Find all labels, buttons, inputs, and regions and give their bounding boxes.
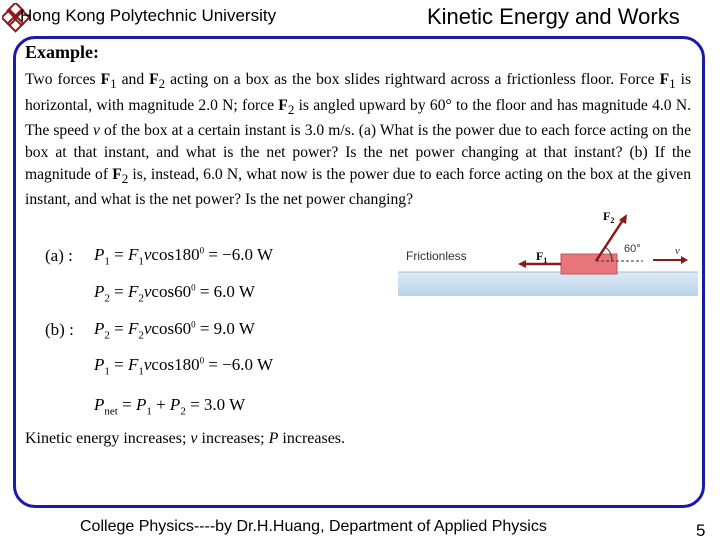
velocity-label: v (675, 245, 680, 257)
university-name: Hong Kong Polytechnic University (20, 6, 277, 25)
part-a-label: (a) : (45, 246, 73, 265)
example-heading: Example: (25, 42, 99, 62)
f2-label: $F_2$ (603, 209, 615, 225)
footer-credit: College Physics----by Dr.H.Huang, Department of Applied Physics (80, 518, 547, 535)
force-diagram (398, 206, 698, 302)
page-number: 5 (696, 521, 706, 540)
problem-statement: Two forces $F_1$ and $F_2$ acting on a box as the box slides rightward across a frictionless floor. Force $F_1$ is horizontal, with magnitude 2.0 N; force $F_2$ is angled upward by 60° to the floor and has magnitude 4.0 N. The speed v of the box at a certain instant is 3.0 m/s. (a) What is the power due to each force acting on the box at that instant, and what is the net power? Is the net power changing at that instant? (b) If the magnitude of $F_2$ is, instead, 6.0 N, what now is the power due to each force acting on the box at the given instant, and what is the net power? Is the net power changing? (25, 71, 692, 209)
floor (398, 272, 698, 296)
equation-b2: $P_1 = F_1vcos180^0 = -6.0$ W (94, 355, 274, 378)
equation-b1: $P_2 = F_2vcos60^0 = 9.0$ W (94, 319, 255, 342)
conclusion-text: Kinetic energy increases; v increases; P increases. (25, 430, 346, 447)
part-b-label: (b) : (45, 320, 74, 339)
frictionless-label: Frictionless (406, 249, 467, 263)
equation-a2: $P_2 = F_2vcos60^0 = 6.0$ W (94, 282, 255, 305)
slide-title: Kinetic Energy and Works (427, 4, 680, 29)
angle-label: 60° (624, 243, 641, 255)
box (561, 254, 617, 274)
equation-a1: $P_1 = F_1vcos180^0 = -6.0$ W (94, 245, 274, 268)
f1-label: $F_1$ (536, 249, 548, 265)
equation-net: $P_{net} = P_1 + P_2 = 3.0$ W (94, 395, 246, 418)
